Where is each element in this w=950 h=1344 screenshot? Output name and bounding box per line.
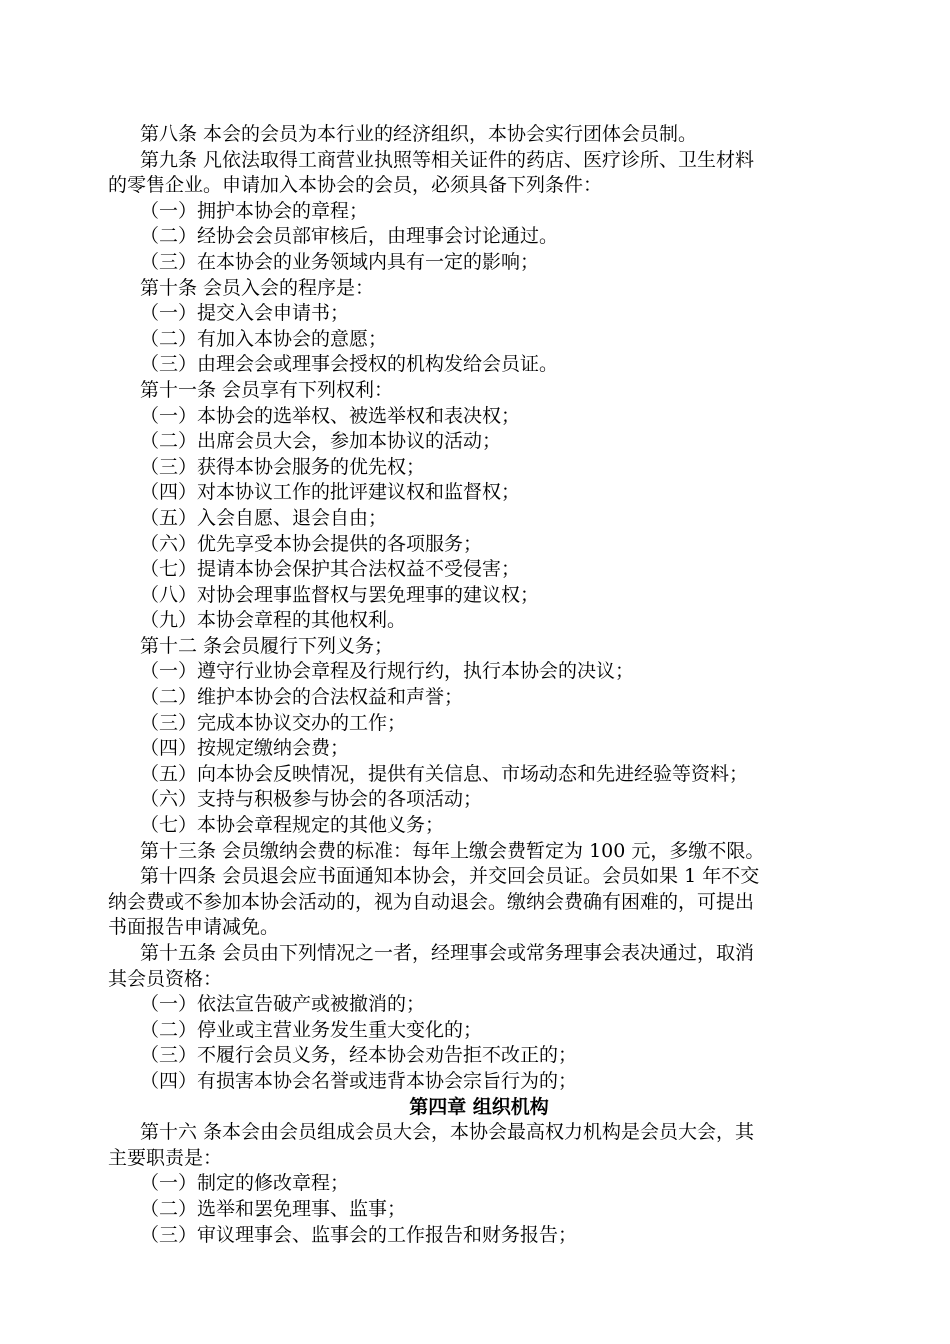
text-line: （二）有加入本协会的意愿； (140, 327, 388, 350)
text-line: （一）制定的修改章程； (140, 1172, 350, 1195)
text-line: 第十一条 会员享有下列权利： (140, 378, 394, 401)
text-line: （六）优先享受本协会提供的各项服务； (140, 532, 483, 555)
text-line: 主要职责是： (108, 1146, 223, 1169)
text-line: （三）完成本协议交办的工作； (140, 711, 407, 734)
text-line: （二）维护本协会的合法权益和声誉； (140, 686, 464, 709)
text-line: （六）支持与积极参与协会的各项活动； (140, 788, 483, 811)
chapter-heading: 第四章 组织机构 (409, 1095, 549, 1118)
text-line: 第十五条 会员由下列情况之一者，经理事会或常务理事会表决通过，取消 (140, 942, 755, 964)
text-line: （二）出席会员大会，参加本协议的活动； (140, 430, 502, 453)
text-line: 其会员资格： (108, 967, 223, 990)
text-line: 的零售企业。申请加入本协会的会员，必须具备下列条件： (108, 174, 603, 197)
text-line: （七）提请本协会保护其合法权益不受侵害； (140, 558, 521, 581)
text-line: （三）由理会会或理事会授权的机构发给会员证。 (140, 353, 559, 376)
text-line: 第十二 条会员履行下列义务； (140, 634, 394, 657)
text-line: 第十四条 会员退会应书面通知本协会，并交回会员证。会员如果 1 年不交 (140, 865, 760, 888)
text-line: （一）拥护本协会的章程； (140, 199, 369, 222)
text-line: 第八条 本会的会员为本行业的经济组织，本协会实行团体会员制。 (140, 123, 698, 145)
text-line: 书面报告申请减免。 (108, 916, 280, 939)
text-line: （三）获得本协会服务的优先权； (140, 455, 426, 478)
text-line: （二）经协会会员部审核后，由理事会讨论通过。 (140, 225, 559, 248)
text-line: （九）本协会章程的其他权利。 (140, 609, 407, 632)
text-line: （三）在本协会的业务领域内具有一定的影响； (140, 250, 540, 273)
text-line: （二）选举和罢免理事、监事； (140, 1197, 407, 1220)
text-line: 第九条 凡依法取得工商营业执照等相关证件的药店、医疗诊所、卫生材料 (140, 148, 755, 171)
text-line: 第十三条 会员缴纳会费的标准：每年上缴会费暂定为 100 元，多缴不限。 (140, 839, 765, 862)
text-line: （四）有损害本协会名誉或违背本协会宗旨行为的； (140, 1069, 578, 1092)
text-line: （三）不履行会员义务，经本协会劝告拒不改正的； (140, 1044, 578, 1067)
text-line: （四）按规定缴纳会费； (140, 737, 350, 760)
text-line: （七）本协会章程规定的其他义务； (140, 814, 445, 837)
text-line: （一）本协会的选举权、被选举权和表决权； (140, 404, 521, 427)
document-body-continued (108, 1120, 850, 1248)
text-line: （八）对协会理事监督权与罢免理事的建议权； (140, 583, 540, 606)
text-line: （一）依法宣告破产或被撤消的； (140, 993, 426, 1016)
text-line: （五）入会自愿、退会自由； (140, 506, 388, 529)
text-line: （五）向本协会反映情况，提供有关信息、市场动态和先进经验等资料； (140, 762, 749, 785)
text-line: （三）审议理事会、监事会的工作报告和财务报告； (140, 1223, 578, 1246)
text-line: 第十六 条本会由会员组成会员大会，本协会最高权力机构是会员大会，其 (140, 1121, 755, 1144)
text-line: （一）遵守行业协会章程及行规行约，执行本协会的决议； (140, 660, 635, 683)
text-line: 第十条 会员入会的程序是： (140, 276, 375, 299)
document-body (108, 122, 850, 1095)
text-line: 纳会费或不参加本协会活动的，视为自动退会。缴纳会费确有困难的，可提出 (108, 890, 755, 913)
text-line: （四）对本协议工作的批评建议权和监督权； (140, 481, 521, 504)
text-line: （二）停业或主营业务发生重大变化的； (140, 1018, 483, 1041)
text-line: （一）提交入会申请书； (140, 302, 350, 325)
